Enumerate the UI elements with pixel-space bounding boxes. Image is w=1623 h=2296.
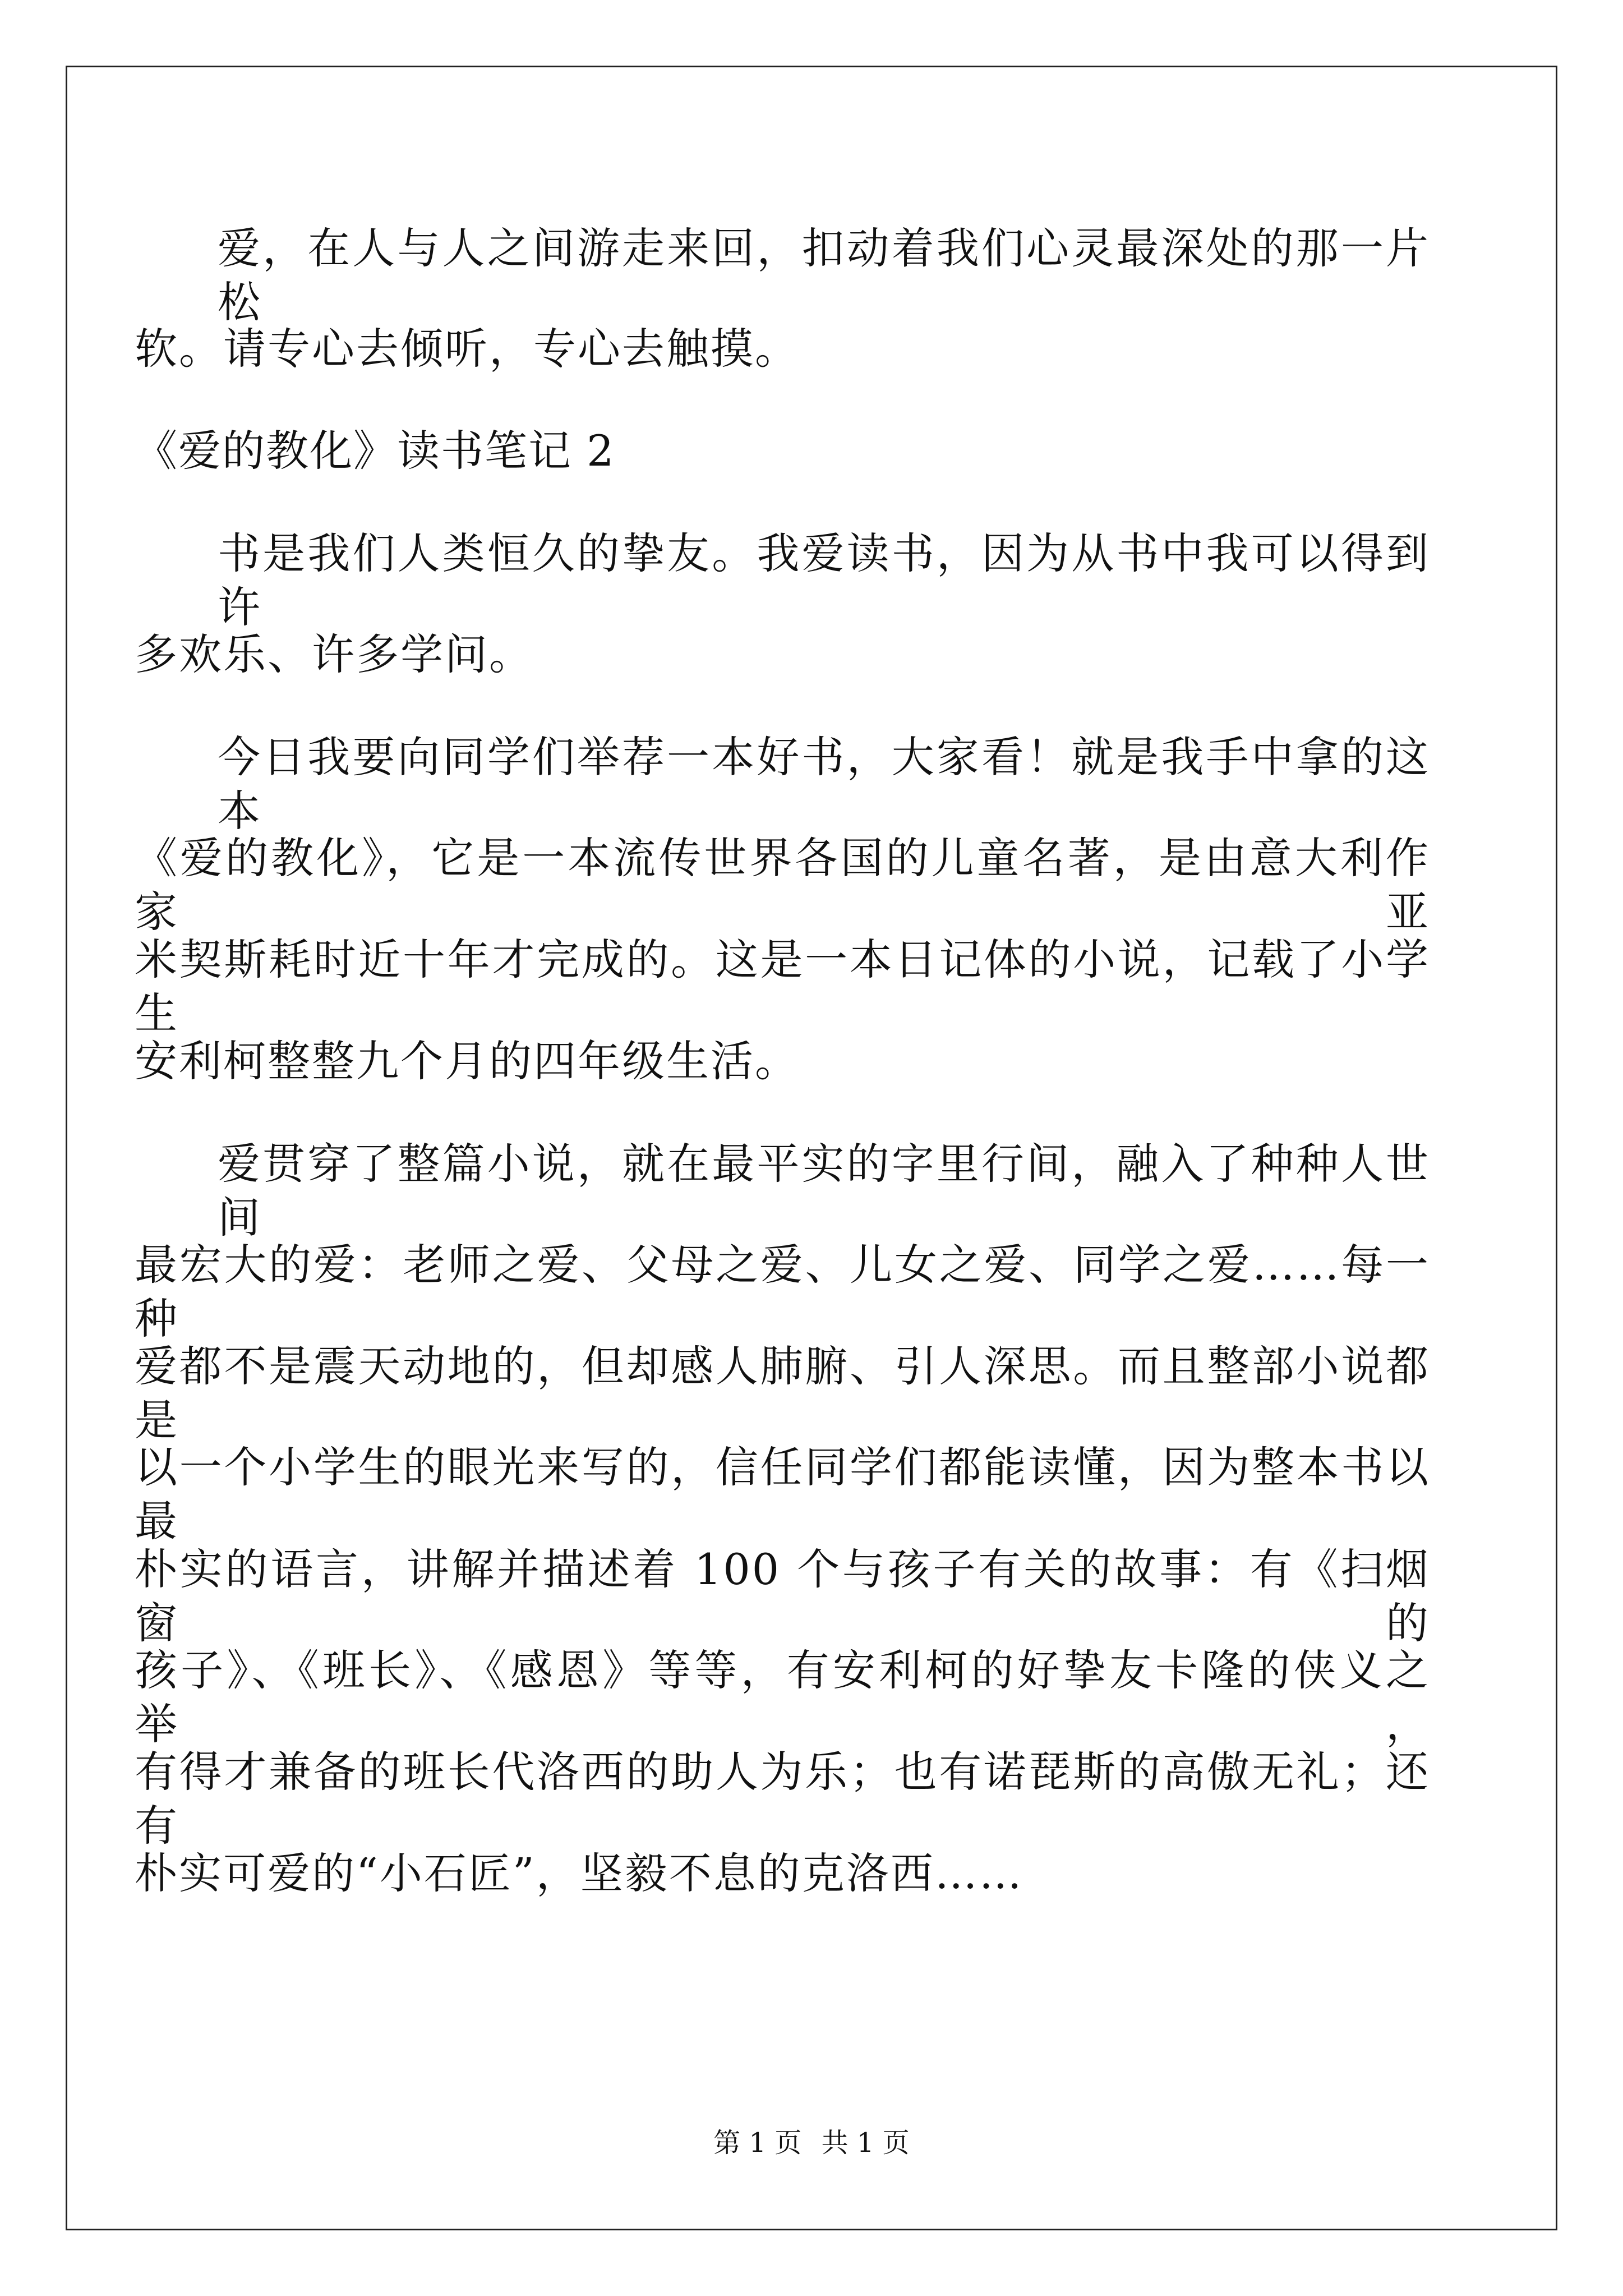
section-title: 《爱的教化》读书笔记 2 [135, 426, 615, 476]
paragraph-line: 有得才兼备的班长代洛西的助人为乐；也有诺琵斯的高傲无礼；还有 [135, 1747, 1430, 1851]
paragraph-line: 孩子》、《班长》、《感恩》等等，有安利柯的好挚友卡隆的侠义之举， [135, 1645, 1430, 1749]
paragraph-line: 爱都不是震天动地的，但却感人肺腑、引人深思。而且整部小说都是 [135, 1341, 1430, 1445]
paragraph-line: 爱，在人与人之间游走来回，扣动着我们心灵最深处的那一片松 [218, 223, 1430, 327]
paragraph-line: 爱贯穿了整篇小说，就在最平实的字里行间，融入了种种人世间 [218, 1139, 1430, 1243]
paragraph-line: 以一个小学生的眼光来写的，信任同学们都能读懂，因为整本书以最 [135, 1442, 1430, 1546]
paragraph-line: 朴实的语言，讲解并描述着 100 个与孩子有关的故事：有《扫烟窗的 [135, 1544, 1430, 1648]
paragraph-line: 多欢乐、许多学问。 [135, 629, 533, 679]
paragraph-line: 最宏大的爱：老师之爱、父母之爱、儿女之爱、同学之爱……每一种 [135, 1240, 1430, 1343]
paragraph-line: 软。请专心去倾听，专心去触摸。 [135, 324, 799, 374]
page-number: 第 1 页 [713, 2127, 802, 2159]
paragraph-line: 今日我要向同学们举荐一本好书，大家看！就是我手中拿的这本 [218, 732, 1430, 836]
paragraph-line: 安利柯整整九个月的四年级生活。 [135, 1036, 799, 1086]
paragraph-line: 书是我们人类恒久的挚友。我爱读书，因为从书中我可以得到许 [218, 528, 1430, 632]
page-footer [0, 2126, 1623, 2160]
paragraph-line: 朴实可爱的“小石匠”，坚毅不息的克洛西…… [135, 1848, 1023, 1898]
paragraph-line: 米契斯耗时近十年才完成的。这是一本日记体的小说，记载了小学生 [135, 935, 1430, 1038]
paragraph-line: 《爱的教化》，它是一本流传世界各国的儿童名著，是由意大利作家亚 [135, 833, 1430, 937]
page-total: 共 1 页 [821, 2127, 910, 2159]
